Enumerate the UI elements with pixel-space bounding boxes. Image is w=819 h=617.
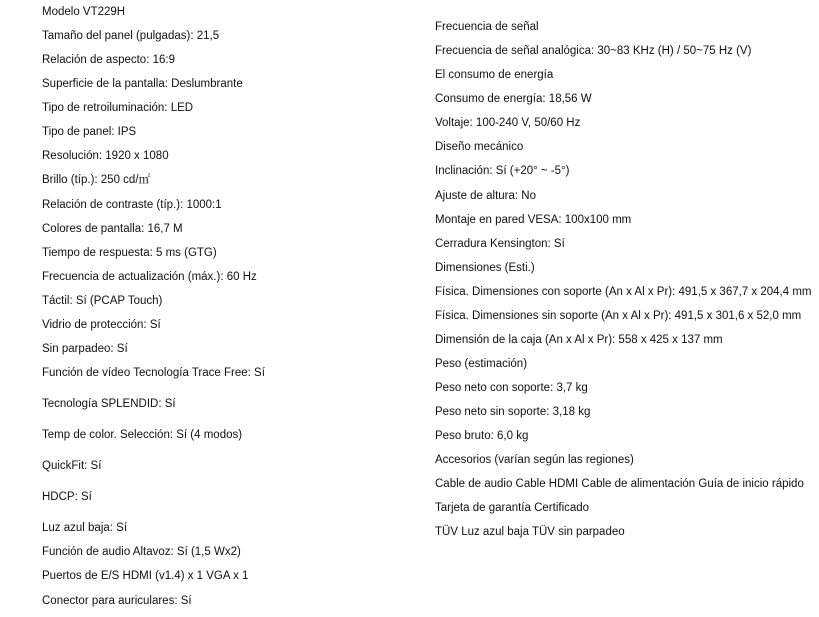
spec-refresh-rate: Frecuencia de actualización (máx.): 60 Hz bbox=[42, 271, 257, 283]
spec-hdcp: HDCP: Sí bbox=[42, 491, 92, 503]
spec-weight-heading: Peso (estimación) bbox=[435, 358, 528, 370]
spec-flicker-free: Sin parpadeo: Sí bbox=[42, 343, 128, 355]
spec-tilt: Inclinación: Sí (+20° ~ -5°) bbox=[435, 165, 570, 177]
spec-dimensions-heading: Dimensiones (Esti.) bbox=[435, 262, 535, 274]
spec-net-weight-with-stand: Peso neto con soporte: 3,7 kg bbox=[435, 382, 588, 394]
spec-display-surface: Superficie de la pantalla: Deslumbrante bbox=[42, 78, 243, 90]
spec-backlight: Tipo de retroiluminación: LED bbox=[42, 102, 194, 114]
spec-aspect-ratio: Relación de aspecto: 16:9 bbox=[42, 54, 175, 66]
spec-dimensions-with-stand: Física. Dimensiones con soporte (An x Al x Pr): 491,5 x 367,7 x 204,4 mm bbox=[435, 286, 812, 298]
spec-response-time: Tiempo de respuesta: 5 ms (GTG) bbox=[42, 247, 217, 259]
spec-panel-type: Tipo de panel: IPS bbox=[42, 126, 137, 138]
spec-color-temp: Temp de color. Selección: Sí (4 modos) bbox=[42, 429, 243, 441]
spec-dimensions-without-stand: Física. Dimensiones sin soporte (An x Al x Pr): 491,5 x 301,6 x 52,0 mm bbox=[435, 310, 802, 322]
spec-panel-size: Tamaño del panel (pulgadas): 21,5 bbox=[42, 30, 220, 42]
spec-io-ports: Puertos de E/S HDMI (v1.4) x 1 VGA x 1 bbox=[42, 570, 249, 582]
spec-protective-glass: Vidrio de protección: Sí bbox=[42, 319, 161, 331]
spec-voltage: Voltaje: 100-240 V, 50/60 Hz bbox=[435, 117, 581, 129]
spec-contrast: Relación de contraste (típ.): 1000:1 bbox=[42, 199, 222, 211]
spec-power-consumption: Consumo de energía: 18,56 W bbox=[435, 93, 592, 105]
spec-kensington: Cerradura Kensington: Sí bbox=[435, 238, 565, 250]
spec-touch: Táctil: Sí (PCAP Touch) bbox=[42, 295, 163, 307]
spec-accessories-warranty: Tarjeta de garantía Certificado bbox=[435, 502, 590, 514]
spec-model: Modelo VT229H bbox=[42, 6, 126, 18]
spec-net-weight-without-stand: Peso neto sin soporte: 3,18 kg bbox=[435, 406, 591, 418]
spec-power-heading: El consumo de energía bbox=[435, 69, 554, 81]
spec-audio: Función de audio Altavoz: Sí (1,5 Wx2) bbox=[42, 546, 241, 558]
spec-splendid: Tecnología SPLENDID: Sí bbox=[42, 398, 176, 410]
spec-height-adjust: Ajuste de altura: No bbox=[435, 190, 537, 202]
spec-box-dimensions: Dimensión de la caja (An x Al x Pr): 558 x 425 x 137 mm bbox=[435, 334, 723, 346]
spec-vesa: Montaje en pared VESA: 100x100 mm bbox=[435, 214, 632, 226]
spec-analog-frequency: Frecuencia de señal analógica: 30~83 KHz (H) / 50~75 Hz (V) bbox=[435, 45, 752, 57]
spec-low-blue-light: Luz azul baja: Sí bbox=[42, 522, 128, 534]
spec-accessories-cables: Cable de audio Cable HDMI Cable de alimentación Guía de inicio rápido bbox=[435, 478, 804, 490]
spec-quickfit: QuickFit: Sí bbox=[42, 460, 102, 472]
spec-brightness: Brillo (típ.): 250 cd/㎡ bbox=[42, 174, 151, 186]
spec-colors: Colores de pantalla: 16,7 M bbox=[42, 223, 183, 235]
spec-gross-weight: Peso bruto: 6,0 kg bbox=[435, 430, 529, 442]
spec-mechanical-heading: Diseño mecánico bbox=[435, 141, 524, 153]
spec-signal-frequency-heading: Frecuencia de señal bbox=[435, 21, 539, 33]
spec-certifications: TÜV Luz azul baja TÜV sin parpadeo bbox=[435, 526, 625, 538]
spec-resolution: Resolución: 1920 x 1080 bbox=[42, 150, 169, 162]
spec-accessories-heading: Accesorios (varían según las regiones) bbox=[435, 454, 634, 466]
spec-trace-free: Función de vídeo Tecnología Trace Free: Sí bbox=[42, 367, 265, 379]
spec-headphone-jack: Conector para auriculares: Sí bbox=[42, 595, 192, 607]
